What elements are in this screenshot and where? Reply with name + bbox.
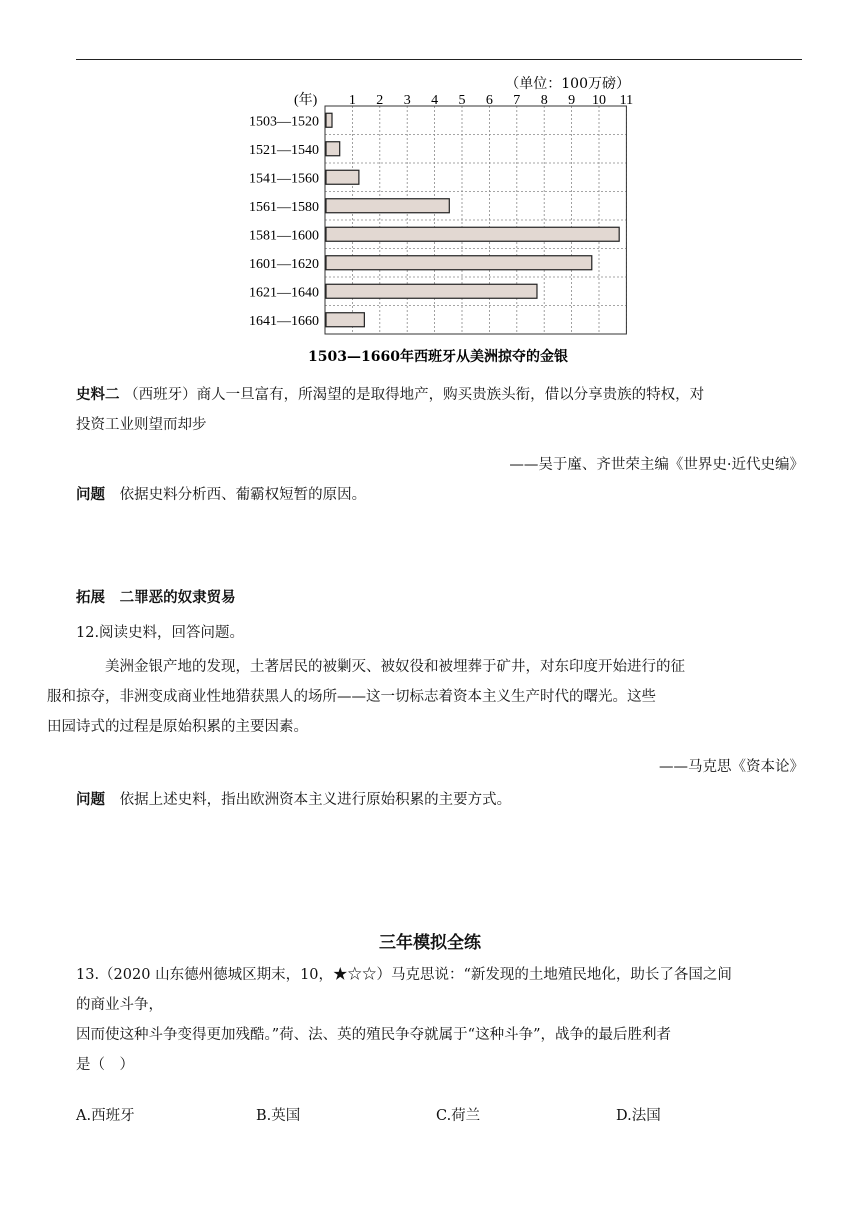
bar-1621—1640 [326,284,537,298]
q13-option-a: A.西班牙 [76,1108,135,1124]
category-label-2: 1541—1560 [249,171,319,187]
extension-heading [76,583,804,613]
q12-para-line2: 服和掠夺，非洲变成商业性地猎获黑人的场所——这一切标志着资本主义生产时代的曙光。这些 [47,689,656,705]
q12-question-text: 依据上述史料，指出欧洲资本主义进行原始积累的主要方式。 [119,792,512,808]
bar-1521—1540 [326,142,340,156]
x-tick-label-9: 9 [568,93,576,108]
bar-1503—1520 [326,113,332,127]
x-tick-label-3: 3 [403,93,411,108]
question11-label: 问题 [76,486,105,503]
category-label-5: 1601—1620 [249,256,319,272]
q13-option-b: B.英国 [256,1108,301,1124]
bar-1541—1560 [326,170,359,184]
category-label-4: 1581—1600 [249,228,319,244]
gold-silver-bar-chart [228,66,648,366]
source2-citation: ——吴于廑、齐世荣主编《世界史·近代史编》 [509,457,804,473]
x-tick-label-1: 1 [348,93,356,108]
category-label-3: 1561—1580 [249,199,319,215]
q13-option-d: D.法国 [616,1108,661,1124]
source2-text-line1: （西班牙）商人一旦富有，所渴望的是取得地产，购买贵族头衔，借以分享贵族的特权，对 [124,387,705,403]
bar-1581—1600 [326,227,619,241]
x-tick-label-11: 11 [619,93,634,108]
x-tick-label-5: 5 [458,93,466,108]
q13-stem [76,960,804,1080]
q12-question [76,785,804,815]
q12-stem: 12.阅读史料，回答问题。 [76,625,245,641]
q13-option-c: C.荷兰 [436,1108,481,1124]
bar-1601—1620 [326,256,592,270]
q12-para-line3: 田园诗式的过程是原始积累的主要因素。 [47,719,308,735]
extension-label: 拓展 [76,589,105,606]
x-tick-label-10: 10 [592,93,606,108]
q13-line4: 是（ ） [76,1057,134,1073]
chart-caption: 1503—1660年西班牙从美洲掠夺的金银 [308,349,568,365]
q12-para-line1: 美洲金银产地的发现，土著居民的被剿灭、被奴役和被埋葬于矿井，对东印度开始进行的征 [105,659,685,675]
q12-citation: ——马克思《资本论》 [659,759,804,775]
category-label-1: 1521—1540 [249,142,319,158]
section-title: 三年模拟全练 [379,933,481,953]
source2-label: 史料二 [76,386,120,403]
extension-title: 二罪恶的奴隶贸易 [119,589,236,606]
bar-1561—1580 [326,199,449,213]
question11-text: 依据史料分析西、葡霸权短暂的原因。 [119,487,367,503]
q13-line3: 因而使这种斗争变得更加残酷。”荷、法、英的殖民争夺就属于“这种斗争”，战争的最后胜利者 [76,1027,671,1043]
chart-year-axis-label: (年) [294,93,318,108]
q13-line1: 13.（2020 山东德州德城区期末，10，★☆☆）马克思说：“新发现的土地殖民地化，助长了各国之间 [76,967,732,983]
category-label-6: 1621—1640 [249,285,319,301]
source2-paragraph [76,380,804,440]
question11 [76,480,804,510]
category-label-7: 1641—1660 [249,313,319,329]
x-tick-label-2: 2 [376,93,384,108]
q12-paragraph [47,652,804,742]
source2-text-line2: 投资工业则望而却步 [76,417,207,433]
q12-question-label: 问题 [76,791,105,808]
x-tick-label-7: 7 [513,93,521,108]
x-tick-label-8: 8 [540,93,548,108]
chart-unit-label: （单位：100万磅） [505,76,630,92]
x-tick-label-6: 6 [485,93,493,108]
category-label-0: 1503—1520 [249,114,319,130]
q13-line2: 的商业斗争， [76,997,163,1013]
header-rule [76,59,802,60]
bar-1641—1660 [326,313,364,327]
x-tick-label-4: 4 [431,93,439,108]
